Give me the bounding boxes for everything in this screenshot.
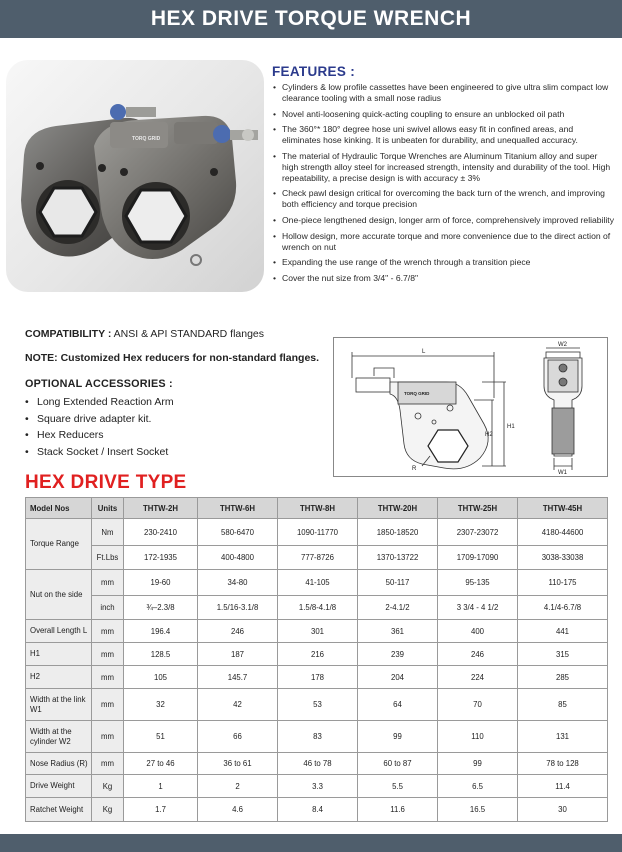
- page-header: [0, 0, 622, 38]
- spec-table: [25, 497, 608, 822]
- accessory-item: • Square drive adapter kit.: [25, 411, 174, 428]
- feature-item: • Hollow design, more accurate torque and more convenience due to the direct action of wrench on nut: [272, 231, 614, 253]
- header-model-col: THTW-6H: [198, 498, 278, 519]
- table-cell: 16.5: [438, 798, 518, 822]
- row-label: Ratchet Weight: [26, 798, 92, 822]
- table-cell: 239: [358, 643, 438, 666]
- table-cell: 95-135: [438, 570, 518, 596]
- table-cell: 3038-33038: [518, 546, 608, 570]
- table-cell: 34-80: [198, 570, 278, 596]
- table-cell: 30: [518, 798, 608, 822]
- table-cell: ¾–2.3/8: [124, 596, 198, 620]
- accessories-title: OPTIONAL ACCESSORIES :: [25, 378, 173, 390]
- header-model-col: THTW-25H: [438, 498, 518, 519]
- table-row: [26, 689, 608, 721]
- table-cell: 400: [438, 620, 518, 643]
- table-row: [26, 519, 608, 546]
- features-list: [272, 82, 614, 284]
- table-cell: 41-105: [278, 570, 358, 596]
- dimension-drawing: [334, 338, 607, 476]
- table-cell: 1709-17090: [438, 546, 518, 570]
- table-cell: 2307-23072: [438, 519, 518, 546]
- table-row: [26, 721, 608, 753]
- table-cell: 51: [124, 721, 198, 753]
- row-label: H1: [26, 643, 92, 666]
- table-cell: 32: [124, 689, 198, 721]
- row-unit: mm: [92, 753, 124, 775]
- table-row: [26, 753, 608, 775]
- technical-drawing: [333, 337, 608, 477]
- table-cell: 5.5: [358, 775, 438, 798]
- table-cell: 580-6470: [198, 519, 278, 546]
- feature-item: • Cover the nut size from 3/4" - 6.7/8": [272, 273, 614, 284]
- table-cell: 441: [518, 620, 608, 643]
- table-cell: 172-1935: [124, 546, 198, 570]
- row-label: Width at the link W1: [26, 689, 92, 721]
- row-label: H2: [26, 666, 92, 689]
- row-label: Nut on the side: [26, 570, 92, 620]
- drawing-logo: TORQ GRID: [404, 391, 430, 396]
- dim-w2-label: W2: [558, 342, 567, 348]
- header-model-col: THTW-45H: [518, 498, 608, 519]
- table-cell: 128.5: [124, 643, 198, 666]
- header-units: Units: [92, 498, 124, 519]
- table-row: [26, 546, 608, 570]
- torque-wrench-illustration: [6, 60, 264, 292]
- table-cell: 1.5/16-3.1/8: [198, 596, 278, 620]
- table-cell: 11.6: [358, 798, 438, 822]
- compatibility-label: COMPATIBILITY :: [25, 328, 112, 340]
- table-cell: 224: [438, 666, 518, 689]
- accessory-item: • Long Extended Reaction Arm: [25, 394, 174, 411]
- table-cell: 246: [198, 620, 278, 643]
- table-cell: 361: [358, 620, 438, 643]
- header-model-col: THTW-8H: [278, 498, 358, 519]
- dim-l-label: L: [422, 349, 426, 355]
- section-title: HEX DRIVE TYPE: [25, 472, 187, 493]
- row-unit: Ft.Lbs: [92, 546, 124, 570]
- table-cell: 1370-13722: [358, 546, 438, 570]
- table-cell: 11.4: [518, 775, 608, 798]
- table-cell: 64: [358, 689, 438, 721]
- features-section: [272, 64, 614, 289]
- table-cell: 99: [358, 721, 438, 753]
- table-row: [26, 620, 608, 643]
- table-cell: 204: [358, 666, 438, 689]
- table-cell: 83: [278, 721, 358, 753]
- row-label: Nose Radius (R): [26, 753, 92, 775]
- row-label: Overall Length L: [26, 620, 92, 643]
- table-cell: 285: [518, 666, 608, 689]
- compatibility-value: ANSI & API STANDARD flanges: [111, 328, 265, 340]
- table-row: [26, 666, 608, 689]
- table-cell: 8.4: [278, 798, 358, 822]
- table-cell: 1.5/8-4.1/8: [278, 596, 358, 620]
- row-unit: Nm: [92, 519, 124, 546]
- header-model: Model Nos: [26, 498, 92, 519]
- feature-item: • Cylinders & low profile cassettes have been engineered to give ultra slim compact low clearance tooling with a small nose radius: [272, 82, 614, 104]
- table-cell: 301: [278, 620, 358, 643]
- row-label: Drive Weight: [26, 775, 92, 798]
- table-cell: 66: [198, 721, 278, 753]
- table-cell: 4.1/4-6.7/8: [518, 596, 608, 620]
- accessory-item: • Hex Reducers: [25, 427, 174, 444]
- dim-h1-label: H1: [507, 424, 515, 430]
- row-unit: Kg: [92, 775, 124, 798]
- note-line: NOTE: Customized Hex reducers for non-standard flanges.: [25, 352, 320, 364]
- row-unit: mm: [92, 666, 124, 689]
- row-label: Width at the cylinder W2: [26, 721, 92, 753]
- row-unit: mm: [92, 643, 124, 666]
- table-cell: 3 3/4 - 4 1/2: [438, 596, 518, 620]
- table-cell: 1850-18520: [358, 519, 438, 546]
- accessories-list: [25, 394, 174, 460]
- table-header-row: [26, 498, 608, 519]
- table-cell: 187: [198, 643, 278, 666]
- accessory-item: • Stack Socket / Insert Socket: [25, 444, 174, 461]
- table-cell: 3.3: [278, 775, 358, 798]
- row-unit: inch: [92, 596, 124, 620]
- table-cell: 1090-11770: [278, 519, 358, 546]
- table-cell: 1.7: [124, 798, 198, 822]
- feature-item: • The material of Hydraulic Torque Wrenches are Aluminum Titanium alloy and super high strength alloy steel for increased strength, intensity and durability of the tool. High repeatability, a precise design is with accuracy ± 3%: [272, 151, 614, 183]
- row-label: Torque Range: [26, 519, 92, 570]
- table-cell: 196.4: [124, 620, 198, 643]
- table-cell: 19-60: [124, 570, 198, 596]
- table-row: [26, 798, 608, 822]
- photo-logo: TORQ GRID: [132, 136, 161, 142]
- table-row: [26, 643, 608, 666]
- dim-w1-label: W1: [558, 470, 567, 476]
- table-cell: 315: [518, 643, 608, 666]
- table-cell: 36 to 61: [198, 753, 278, 775]
- row-unit: Kg: [92, 798, 124, 822]
- features-title: FEATURES :: [272, 64, 355, 79]
- feature-item: • Check pawl design critical for overcoming the back turn of the wrench, and improving both efficiency and torque precision: [272, 188, 614, 210]
- header-model-col: THTW-20H: [358, 498, 438, 519]
- table-cell: 178: [278, 666, 358, 689]
- page-footer-bar: [0, 834, 622, 852]
- table-cell: 216: [278, 643, 358, 666]
- dim-r-label: R: [412, 466, 417, 472]
- table-cell: 4180-44600: [518, 519, 608, 546]
- table-cell: 60 to 87: [358, 753, 438, 775]
- table-cell: 99: [438, 753, 518, 775]
- table-cell: 110: [438, 721, 518, 753]
- table-row: [26, 775, 608, 798]
- feature-item: • Expanding the use range of the wrench through a transition piece: [272, 257, 614, 268]
- table-cell: 27 to 46: [124, 753, 198, 775]
- table-cell: 105: [124, 666, 198, 689]
- row-unit: mm: [92, 620, 124, 643]
- header-model-col: THTW-2H: [124, 498, 198, 519]
- product-photo: [6, 60, 264, 292]
- feature-item: • Novel anti-loosening quick-acting coupling to ensure an unblocked oil path: [272, 109, 614, 120]
- table-cell: 46 to 78: [278, 753, 358, 775]
- table-cell: 400-4800: [198, 546, 278, 570]
- table-row: [26, 570, 608, 596]
- table-cell: 6.5: [438, 775, 518, 798]
- feature-item: • The 360°* 180° degree hose uni swivel allows easy fit in confined areas, and eliminates hose kinking. It is unbeaten for durability, and unequalled accuracy.: [272, 124, 614, 146]
- table-cell: 78 to 128: [518, 753, 608, 775]
- row-unit: mm: [92, 689, 124, 721]
- row-unit: mm: [92, 721, 124, 753]
- page-title: HEX DRIVE TORQUE WRENCH: [150, 7, 472, 30]
- table-cell: 110-175: [518, 570, 608, 596]
- table-cell: 145.7: [198, 666, 278, 689]
- table-row: [26, 596, 608, 620]
- table-cell: 2-4.1/2: [358, 596, 438, 620]
- feature-item: • One-piece lengthened design, longer arm of force, comprehensively improved reliability: [272, 215, 614, 226]
- table-cell: 70: [438, 689, 518, 721]
- table-cell: 131: [518, 721, 608, 753]
- table-cell: 4.6: [198, 798, 278, 822]
- table-cell: 777-8726: [278, 546, 358, 570]
- table-cell: 246: [438, 643, 518, 666]
- table-cell: 53: [278, 689, 358, 721]
- table-cell: 85: [518, 689, 608, 721]
- table-cell: 1: [124, 775, 198, 798]
- compatibility-line: [25, 328, 264, 340]
- table-cell: 230-2410: [124, 519, 198, 546]
- row-unit: mm: [92, 570, 124, 596]
- dim-h2-label: H2: [485, 432, 493, 438]
- table-cell: 42: [198, 689, 278, 721]
- table-cell: 2: [198, 775, 278, 798]
- table-cell: 50-117: [358, 570, 438, 596]
